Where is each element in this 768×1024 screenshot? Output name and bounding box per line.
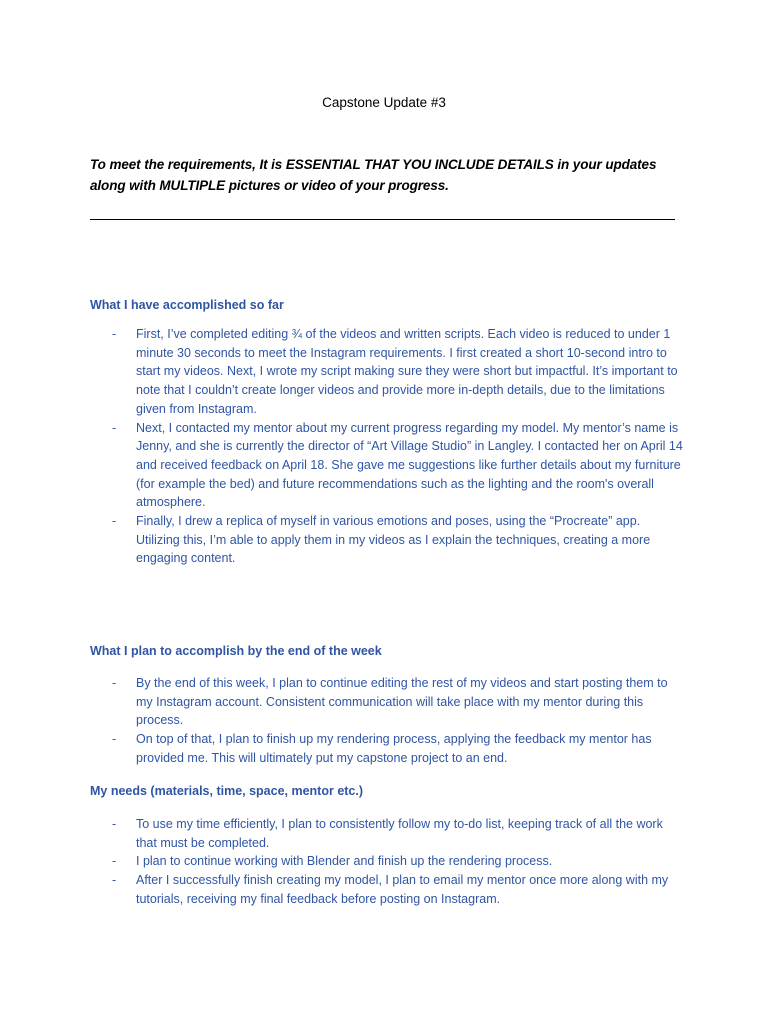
list-accomplished [90,325,685,568]
list-needs [90,815,685,909]
document-title: Capstone Update #3 [322,95,446,110]
heading-needs: My needs (materials, time, space, mentor etc.) [90,784,364,798]
list-item [90,852,685,871]
list-plan [90,674,685,768]
separator-line [90,219,675,220]
heading-plan: What I plan to accomplish by the end of the week [90,644,382,658]
list-item-text: I plan to continue working with Blender and finish up the rendering process. [136,854,553,869]
bullet-dash: - [112,514,117,529]
bullet-dash: - [112,854,117,869]
bullet-dash: - [112,676,117,690]
list-item-text: Finally, I drew a replica of myself in various emotions and poses, using the “Procreate” app. Utilizing this, I’m able to apply them in my videos as I explain the techniques, creating a more engaging content. [136,514,651,566]
bullet-dash: - [112,327,117,341]
list-item-text: By the end of this week, I plan to continue editing the rest of my videos and start posting them to my Instagram account. Consistent communication will take place with my mentor during this process. [136,676,668,728]
list-item [90,419,685,513]
bullet-dash: - [112,732,117,747]
heading-accomplished: What I have accomplished so far [90,298,284,312]
bullet-dash: - [112,817,117,831]
list-item-text: Next, I contacted my mentor about my current progress regarding my model. My mentor’s name is Jenny, and she is currently the director of “Art Village Studio” in Langley. I contacted her on April 14 and received feedback on April 18. She gave me suggestions like further details about my furniture (for example the bed) and future recommendations such as the lighting and the room's overall atmosphere. [136,420,683,510]
instructions-text: To meet the requirements, It is ESSENTIAL THAT YOU INCLUDE DETAILS in your updates along with MULTIPLE pictures or video of your progress. [90,157,657,193]
list-item-text: After I successfully finish creating my model, I plan to email my mentor once more along with my tutorials, receiving my final feedback before posting on Instagram. [136,873,669,906]
bullet-dash: - [112,420,117,435]
list-item-text: First, I’ve completed editing ¾ of the videos and written scripts. Each video is reduced to under 1 minute 30 seconds to meet the Instagram requirements. I first created a short 10-second intro to start my videos. Next, I wrote my script making sure they were short but impactful. It’s important to note that I couldn’t create longer videos and provide more in-depth details, due to the limitations given from Instagram. [136,327,678,416]
bullet-dash: - [112,873,117,888]
list-item [90,730,685,767]
list-item-text: On top of that, I plan to finish up my rendering process, applying the feedback my mentor has provided me. This will ultimately put my capstone project to an end. [136,732,652,765]
list-item-text: To use my time efficiently, I plan to consistently follow my to-do list, keeping track of all the work that must be completed. [136,817,663,850]
list-item [90,674,685,730]
list-item [90,871,685,908]
list-item [90,815,685,852]
list-item [90,325,685,419]
list-item [90,512,685,568]
